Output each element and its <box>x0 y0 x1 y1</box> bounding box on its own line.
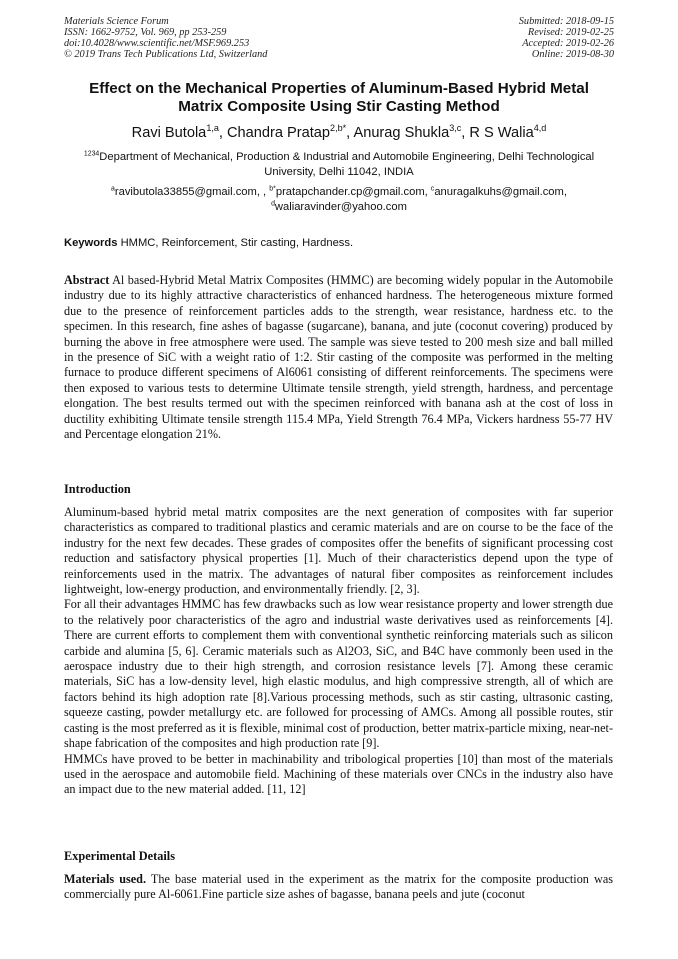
title-line-1: Effect on the Mechanical Properties of Aluminum-Based Hybrid Metal <box>89 80 589 97</box>
email-sup: b* <box>269 185 276 193</box>
paragraph: For all their advantages HMMC has few drawbacks such as low wear resistance property and lower strength due to the relatively poor characteristics of the agro and industrial waste derivatives used as reinforcements [4]. There are current efforts to complement them with conventional synthetic reinforcing materials such as silicon carbide and alumina [5, 6]. Ceramic materials such as Al2O3, SiC, and B4C have commonly been used in the aerospace industry due to their high strength, and corrosion resistance levels [7]. Among these ceramic materials, SiC has a low-density level, high elastic modulus, and high compressive strength, all of which are factors behind its high adoption rate [8].Various processing methods, such as stir casting, ultrasonic casting, squeeze casting, powder metallurgy etc. are followed for processing of AMCs. Among all possible routes, stir casting is the most preferred as it is flexible, minimal cost of production, better matrix-particle mixing, near-net-shape fabrication of the composites and high production rate [9]. <box>64 597 613 751</box>
date-submitted: Submitted: 2018-09-15 <box>518 16 614 27</box>
author-name: R S Walia <box>469 125 534 141</box>
affiliation-text: Department of Mechanical, Production & Industrial and Automobile Engineering, Delhi Technological University, Delhi 11042, INDIA <box>99 151 595 178</box>
section-heading-experimental: Experimental Details <box>64 849 175 863</box>
affiliation-sup: 1234 <box>83 150 100 158</box>
author-name: Anurag Shukla <box>353 125 450 141</box>
email-link[interactable]: anuragalkuhs@gmail.com, <box>434 186 567 198</box>
title-line-2: Matrix Composite Using Stir Casting Method <box>178 98 500 115</box>
paragraph: HMMCs have proved to be better in machinability and tribological properties [10] than most of the materials used in the aerospace and automobile field. Machining of these materials over CNCs in the industry also have an impact due to the new material added. [11, 12] <box>64 751 613 797</box>
materials-text: The base material used in the experiment as the matrix for the composite production was commercially pure Al-6061.Fine particle size ashes of bagasse, banana peels and jute (coconut <box>64 872 613 902</box>
journal-doi: doi:10.4028/www.scientific.net/MSF.969.253 <box>64 38 250 49</box>
author-list: Ravi Butola$^{1,a}$, Chandra Pratap$^{2,b*}$, Anurag Shukla$^{3,c}$, R S Walia$^{4,d}$ <box>131 123 547 141</box>
abstract-label: Abstract <box>64 273 110 287</box>
email-link[interactable]: ravibutola33855@gmail.com, <box>114 186 260 198</box>
author-sup: 3,c <box>449 123 462 134</box>
email-link[interactable]: waliaravinder@yahoo.com <box>274 201 407 213</box>
keywords-label: Keywords <box>64 237 118 249</box>
journal-issn: ISSN: 1662-9752, Vol. 969, pp 253-259 <box>64 27 227 38</box>
paper-title <box>40 80 638 116</box>
abstract-text: Al based-Hybrid Metal Matrix Composites (HMMC) are becoming widely popular in the Automobile industry due to its highly attractive characteristics of enhanced hardness. The heterogeneous mixture formed due to the presence of reinforcement particles adds to the strength, wear resistance, hardness etc. to the specimen. In this research, fine ashes of bagasse (sugarcane), banana, and jute (coconut covering) produced by burning the above in free atmosphere were used. The sample was sieve tested to 200 mesh size and ball milled in the presence of SiC with a weight ratio of 1:2. Stir casting of the composite was performed in the melting furnace to produce different specimens of Al6061 consisting of different reinforcements. The specimens were then exposed to various tests to determine Ultimate tensile strength, yield strength, hardness, and percentage elongation. The best results termed out with the specimen reinforced with banana ash at the cost of loss in ductility exhibiting Ultimate tensile strength 115.4 MPa, Yield Strength 76.4 MPa, Vickers hardness 55-77 HV and Percentage elongation 21%. <box>64 273 613 442</box>
date-online: Online: 2019-08-30 <box>531 49 614 60</box>
introduction-body <box>64 505 613 798</box>
paragraph: Aluminum-based hybrid metal matrix composites are the next generation of composites with far superior characteristics as compared to traditional plastics and ceramic materials and are on course to be the face of the industry for the next few decades. These grades of composites offer the benefits of significant processing cost reduction and satisfactory physical properties [1]. Much of their characteristics depend upon the type of reinforcements used in the matrix. The advantages of natural fiber composites as reinforcement includes lightweight, low-energy production, and environmentally friendly. [2, 3]. <box>64 505 613 597</box>
journal-info <box>64 16 267 60</box>
materials-label: Materials used. <box>64 872 146 886</box>
publication-dates <box>519 16 614 60</box>
email-separator: , <box>259 186 270 198</box>
email-sup: d <box>271 200 275 208</box>
journal-copyright: © 2019 Trans Tech Publications Ltd, Switzerland <box>64 49 268 60</box>
section-heading-introduction: Introduction <box>64 482 131 496</box>
author-sup: 4,d <box>533 123 547 134</box>
email-sup: c <box>430 185 435 193</box>
author-name: Chandra Pratap <box>227 125 331 141</box>
author-sup: 2,b* <box>330 123 347 134</box>
author-emails <box>60 185 618 215</box>
author-sup: 1,a <box>206 123 219 134</box>
affiliation <box>60 150 618 180</box>
abstract <box>64 273 613 442</box>
date-revised: Revised: 2019-02-25 <box>527 27 614 38</box>
author-name: Ravi Butola <box>131 125 207 141</box>
date-accepted: Accepted: 2019-02-26 <box>522 38 614 49</box>
journal-name: Materials Science Forum <box>64 16 169 27</box>
email-link[interactable]: pratapchander.cp@gmail.com, <box>275 186 428 198</box>
email-sup: a <box>111 185 115 193</box>
keywords <box>64 236 614 250</box>
keywords-text: HMMC, Reinforcement, Stir casting, Hardness. <box>117 237 354 249</box>
materials-used <box>64 872 613 903</box>
